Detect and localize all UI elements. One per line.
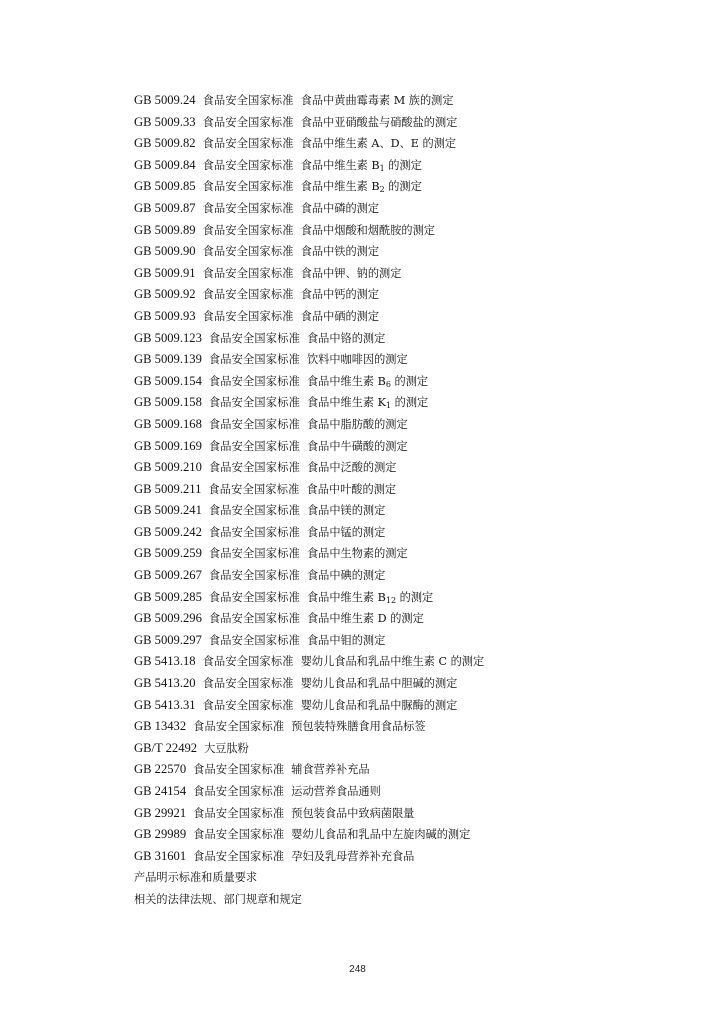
standard-category: 食品安全国家标准 — [208, 482, 300, 496]
standard-code: GB 5009.267 — [134, 568, 202, 583]
subscript: 12 — [385, 595, 397, 605]
standard-category: 食品安全国家标准 — [202, 245, 294, 259]
standard-subject: 食品中钼的测定 — [306, 633, 386, 647]
standard-subject: 食品中亚硝酸盐与硝酸盐的测定 — [300, 115, 458, 129]
standard-category: 食品安全国家标准 — [208, 612, 300, 626]
standard-code: GB 5009.93 — [134, 308, 196, 323]
standard-entry — [134, 587, 654, 609]
standard-subject: 食品中镁的测定 — [306, 504, 386, 518]
standard-subject: 大豆肽粉 — [204, 741, 249, 755]
standard-entry — [134, 198, 654, 220]
standard-entry — [134, 673, 654, 695]
standard-category: 食品安全国家标准 — [202, 698, 294, 712]
standard-category: 食品安全国家标准 — [202, 266, 294, 280]
standard-category: 食品安全国家标准 — [202, 94, 294, 107]
standard-category: 食品安全国家标准 — [208, 633, 300, 647]
standard-subject-tail: 的测定 — [384, 180, 422, 194]
page-number: 248 — [349, 964, 366, 975]
standard-subject: 食品中锰的测定 — [306, 525, 386, 539]
standard-subject-tail: 的测定 — [384, 158, 422, 172]
standard-category: 食品安全国家标准 — [202, 115, 294, 129]
standard-entry — [134, 803, 654, 825]
standard-code: GB 5413.31 — [134, 697, 196, 712]
standard-category: 食品安全国家标准 — [202, 223, 294, 237]
standard-category: 食品安全国家标准 — [193, 849, 285, 863]
standard-category: 食品安全国家标准 — [193, 785, 285, 798]
standard-entry — [134, 824, 654, 846]
standard-subject: 食品中烟酸和烟酰胺的测定 — [300, 223, 435, 237]
standard-subject: 食品中维生素 D 的测定 — [306, 612, 424, 626]
standard-subject: 食品中铁的测定 — [300, 245, 380, 259]
standard-subject-tail: 的测定 — [390, 374, 429, 388]
standard-subject: 食品中维生素 B — [300, 158, 380, 172]
standard-category: 食品安全国家标准 — [193, 720, 285, 734]
standard-code: GB 5413.18 — [134, 654, 196, 669]
standard-entry — [134, 759, 654, 781]
standard-subject: 食品中碘的测定 — [306, 569, 386, 583]
standard-category: 食品安全国家标准 — [208, 331, 300, 345]
standard-category: 食品安全国家标准 — [193, 763, 285, 777]
standard-category: 食品安全国家标准 — [208, 590, 300, 604]
standard-category: 食品安全国家标准 — [208, 417, 300, 431]
standard-category: 食品安全国家标准 — [208, 525, 300, 539]
standard-subject: 婴幼儿食品和乳品中左旋肉碱的测定 — [291, 828, 471, 842]
subscript: 1 — [386, 401, 392, 411]
standard-entry — [134, 522, 654, 544]
subscript: 6 — [385, 379, 391, 389]
standard-entry — [134, 155, 654, 177]
standard-subject: 食品中脂肪酸的测定 — [306, 417, 408, 431]
standard-subject: 食品中黄曲霉毒素 M 族的测定 — [300, 94, 454, 107]
standard-code: GB 5009.211 — [134, 481, 202, 496]
standard-entry — [134, 306, 654, 328]
standard-subject: 辅食营养补充品 — [291, 763, 370, 777]
standard-category: 食品安全国家标准 — [202, 180, 294, 194]
standard-entry — [134, 436, 654, 458]
standard-category: 食品安全国家标准 — [202, 288, 294, 302]
standard-subject: 食品中叶酸的测定 — [306, 482, 397, 496]
standard-subject: 食品中钙的测定 — [300, 288, 380, 302]
standard-category: 食品安全国家标准 — [208, 504, 300, 518]
standard-entry — [134, 133, 654, 155]
standard-entry — [134, 90, 654, 112]
standard-code: GB 22570 — [134, 762, 187, 777]
standard-code: GB 5009.91 — [134, 265, 196, 280]
standard-subject: 食品中维生素 B — [306, 590, 386, 604]
standard-subject: 饮料中咖啡因的测定 — [306, 353, 408, 367]
standard-category: 食品安全国家标准 — [193, 806, 285, 820]
standard-code: GB 5009.89 — [134, 222, 196, 237]
standard-code: GB 29921 — [134, 805, 187, 820]
standard-code: GB 5009.90 — [134, 244, 196, 259]
standard-code: GB 5009.241 — [134, 503, 202, 518]
standard-subject: 预包装特殊膳食用食品标签 — [291, 720, 426, 734]
standard-subject: 食品中维生素 B — [306, 374, 386, 388]
standard-category: 食品安全国家标准 — [202, 158, 294, 172]
standard-code: GB 31601 — [134, 848, 187, 863]
standard-subject: 运动营养食品通则 — [291, 785, 381, 798]
standard-entry — [134, 263, 654, 285]
standard-code: GB 5009.24 — [134, 93, 196, 107]
standard-entry — [134, 241, 654, 263]
standard-entry — [134, 112, 654, 134]
standards-list — [134, 90, 654, 911]
standard-subject: 食品中铬的测定 — [306, 331, 386, 345]
standard-entry — [134, 349, 654, 371]
standard-category: 食品安全国家标准 — [208, 439, 300, 453]
closing-line: 产品明示标准和质量要求 — [134, 871, 258, 885]
standard-subject: 预包装食品中致病菌限量 — [291, 806, 415, 820]
standard-category: 食品安全国家标准 — [202, 677, 294, 691]
subscript: 1 — [379, 163, 385, 173]
standard-code: GB 5009.84 — [134, 157, 196, 172]
standard-category: 食品安全国家标准 — [202, 201, 294, 215]
standard-subject: 婴幼儿食品和乳品中维生素 C 的测定 — [300, 655, 485, 669]
standard-code: GB 5009.82 — [134, 136, 196, 151]
standard-code: GB 5009.87 — [134, 200, 196, 215]
standard-code: GB 24154 — [134, 784, 187, 798]
standard-category: 食品安全国家标准 — [208, 569, 300, 583]
standard-entry — [134, 414, 654, 436]
standard-code: GB/T 22492 — [134, 740, 198, 755]
standard-category: 食品安全国家标准 — [193, 828, 285, 842]
standard-entry — [134, 630, 654, 652]
standard-entry — [134, 457, 654, 479]
standard-code: GB 5009.297 — [134, 632, 202, 647]
standard-subject-tail: 的测定 — [391, 396, 429, 410]
standard-category: 食品安全国家标准 — [208, 353, 300, 367]
standard-entry — [134, 220, 654, 242]
standard-code: GB 5009.210 — [134, 460, 202, 475]
standard-code: GB 29989 — [134, 827, 187, 842]
standard-entry — [134, 284, 654, 306]
standard-code: GB 5009.169 — [134, 438, 202, 453]
closing-line: 相关的法律法规、部门规章和规定 — [134, 892, 302, 906]
standard-entry — [134, 565, 654, 587]
standard-code: GB 5009.123 — [134, 330, 202, 345]
standard-category: 食品安全国家标准 — [208, 374, 300, 388]
subscript: 2 — [379, 185, 385, 195]
standard-code: GB 5413.20 — [134, 676, 196, 691]
standard-subject: 食品中维生素 A、D、E 的测定 — [300, 137, 457, 151]
standard-code: GB 5009.259 — [134, 546, 202, 561]
standard-code: GB 5009.33 — [134, 114, 196, 129]
standard-subject: 食品中钾、钠的测定 — [300, 266, 402, 280]
standard-code: GB 5009.92 — [134, 287, 196, 302]
standard-entry — [134, 176, 654, 198]
standard-subject: 食品中泛酸的测定 — [306, 461, 397, 475]
standard-category: 食品安全国家标准 — [208, 396, 300, 410]
standard-entry — [134, 500, 654, 522]
standard-code: GB 5009.139 — [134, 352, 202, 367]
standard-code: GB 5009.154 — [134, 373, 202, 388]
standard-subject-tail: 的测定 — [396, 590, 434, 604]
standard-entry — [134, 328, 654, 350]
standard-subject: 食品中牛磺酸的测定 — [306, 439, 408, 453]
standard-category: 食品安全国家标准 — [208, 547, 300, 561]
standard-entry — [134, 716, 654, 738]
standard-category: 食品安全国家标准 — [202, 309, 294, 323]
standard-subject: 食品中维生素 B — [300, 180, 380, 194]
standard-subject: 食品中维生素 K — [306, 396, 387, 410]
standard-category: 食品安全国家标准 — [202, 137, 294, 151]
standard-subject: 食品中生物素的测定 — [306, 547, 408, 561]
standard-subject: 食品中磷的测定 — [300, 201, 380, 215]
standard-code: GB 5009.85 — [134, 179, 196, 194]
standard-subject: 食品中硒的测定 — [300, 309, 380, 323]
standard-code: GB 13432 — [134, 719, 187, 734]
standard-entry — [134, 543, 654, 565]
standard-entry — [134, 846, 654, 868]
standard-entry — [134, 608, 654, 630]
standard-subject: 孕妇及乳母营养补充食品 — [291, 849, 415, 863]
standard-subject: 婴幼儿食品和乳品中胆碱的测定 — [300, 677, 458, 691]
standard-entry — [134, 392, 654, 414]
standard-code: GB 5009.242 — [134, 524, 202, 539]
standard-entry — [134, 651, 654, 673]
standard-entry — [134, 371, 654, 393]
standard-entry — [134, 695, 654, 717]
standard-code: GB 5009.296 — [134, 611, 202, 626]
standard-entry — [134, 781, 654, 803]
standard-category: 食品安全国家标准 — [202, 655, 294, 669]
standard-code: GB 5009.158 — [134, 395, 202, 410]
standard-category: 食品安全国家标准 — [208, 461, 300, 475]
standard-code: GB 5009.285 — [134, 589, 202, 604]
standard-code: GB 5009.168 — [134, 416, 202, 431]
standard-entry — [134, 479, 654, 501]
standard-entry — [134, 738, 654, 760]
standard-subject: 婴幼儿食品和乳品中脲酶的测定 — [300, 698, 458, 712]
